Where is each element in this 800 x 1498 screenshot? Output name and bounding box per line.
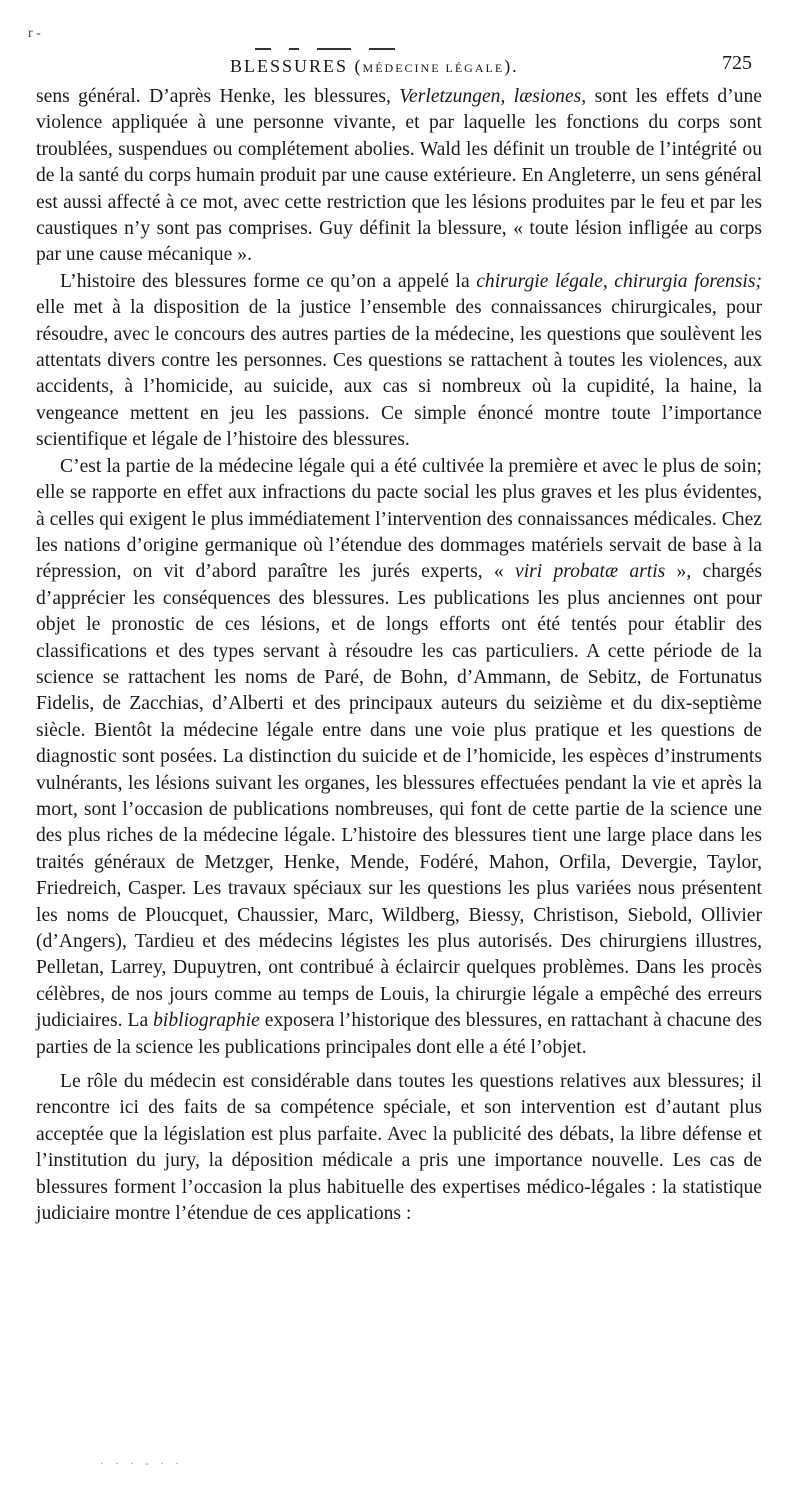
page-number: 725 xyxy=(722,52,752,74)
paragraph-2 xyxy=(36,269,762,454)
paragraph-1 xyxy=(36,84,762,269)
corner-mark: r - xyxy=(28,26,41,41)
italic-text: viri probatæ artis xyxy=(515,561,666,583)
italic-text: Verletzungen, læsiones, xyxy=(399,86,587,107)
running-head xyxy=(60,38,760,78)
italic-text: chirurgie légale, chirurgia forensis; xyxy=(476,270,762,292)
text-run: sont les effets d’une violence appliquée à une personne vivante, et par laquelle les fonctions du corps sont troublées, suspendues ou complétement abolies. Wald les définit un trouble de l’intégrité ou de la santé du corps humain produit par une cause extérieure. En Angleterre, un sens général est aussi affecté à ce mot, avec cette restriction que les lésions produites par le feu et par les caustiques n’y sont pas comprises. Guy définit la blessure, « toute lésion infligée au corps par une cause mécanique ». xyxy=(36,86,763,266)
text-run: C’est la partie de la médecine légale qui a été cultivée la première et avec le plus de soin; elle se rapporte en effet aux infractions du pacte social les plus graves et les plus évidentes, à celles qui exigent le plus immédiatement l’intervention des connaissances médicales. Chez les nations d’origine germanique où l’étendue des dommages matériels servait de base à la répression, on vit d’abord paraître les jurés experts, « xyxy=(36,455,762,583)
header-subtitle: MÉDECINE LÉGALE xyxy=(362,61,505,75)
body-text xyxy=(36,84,762,1227)
header-title: BLESSURES xyxy=(230,56,349,76)
text-run: sens général. D’après Henke, les blessures, xyxy=(36,86,400,107)
text-run: elle met à la disposition de la justice l’ensemble des connaissances chirurgicales, pour résoudre, avec le concours des autres parties de la médecine, les questions que soulèvent les attentats divers contre les personnes. Ces questions se rattachent à toutes les violences, aux accidents, à l’homicide, au suicide, aux cas si nombreux où la cupidité, la haine, la vengeance mettent en jeu les passions. Ce simple énoncé montre toute l’importance scientifique et légale de l’histoire des blessures. xyxy=(36,297,762,451)
text-run: Le rôle du médecin est considérable dans toutes les questions relatives aux blessures; il rencontre ici des faits de sa compétence spéciale, et son intervention est d’autant plus acceptée que la législation est plus parfaite. Avec la publicité des débats, la libre défense et l’institution du jury, la déposition médicale a pris une importance nouvelle. Les cas de blessures forment l’occasion la plus habituelle des expertises médico-légales : la statistique judiciaire montre l’étendue de ces applications : xyxy=(36,1071,762,1225)
bottom-marks: · · · - · · xyxy=(100,1456,183,1470)
running-title xyxy=(230,56,519,77)
text-run: exposera l’historique des blessures, en rattachant à chacune des parties de la science les publications principales dont elle a été l’objet. xyxy=(36,1010,762,1058)
paragraph-3 xyxy=(36,454,762,1061)
text-run: », chargés d’apprécier les conséquences des blessures. Les publications les plus anciennes ont pour objet le pronostic de ces lésions, et de longs efforts ont été tentés pour établir des classifications et des types servant à résoudre les cas particuliers. A cette période de la science se rattachent les noms de Paré, de Bohn, d’Ammann, de Sebitz, de Fortunatus Fidelis, de Zacchias, d’Alberti et des principaux auteurs du seizième et du dix-septième siècle. Bientôt la médecine légale entre dans une voie plus pratique et les questions de diagnostic sont posées. La distinction du suicide et de l’homicide, les espèces d’instruments vulnérants, les lésions suivant les organes, les blessures effectuées pendant la vie et après la mort, sont l’occasion de publications nombreuses, qui font de cette partie de la science une des plus riches de la médecine légale. L’histoire des blessures tient une large place dans les traités généraux de Metzger, Henke, Mende, Fodéré, Mahon, Orfila, Devergie, Taylor, Friedreich, Casper. Les travaux spéciaux sur les questions les plus variées nous présentent les noms de Ploucquet, Chaussier, Marc, Wildberg, Biessy, Christison, Siebold, Ollivier (d’Angers), Tardieu et des médecins légistes les plus autorisés. Des chirurgiens illustres, Pelletan, Larrey, Dupuytren, ont contribué à éclaircir quelques problèmes. Dans les procès célèbres, de nos jours comme au temps de Louis, la chirurgie légale a empêché des erreurs judiciaires. La xyxy=(36,561,762,1032)
header-paren-open: ( xyxy=(354,56,363,76)
header-paren-close: ). xyxy=(504,56,519,76)
header-ornament xyxy=(255,40,475,50)
text-run: L’histoire des blessures forme ce qu’on a appelé la xyxy=(60,270,477,292)
italic-text: bibliographie xyxy=(153,1010,260,1032)
paragraph-4 xyxy=(36,1069,762,1227)
